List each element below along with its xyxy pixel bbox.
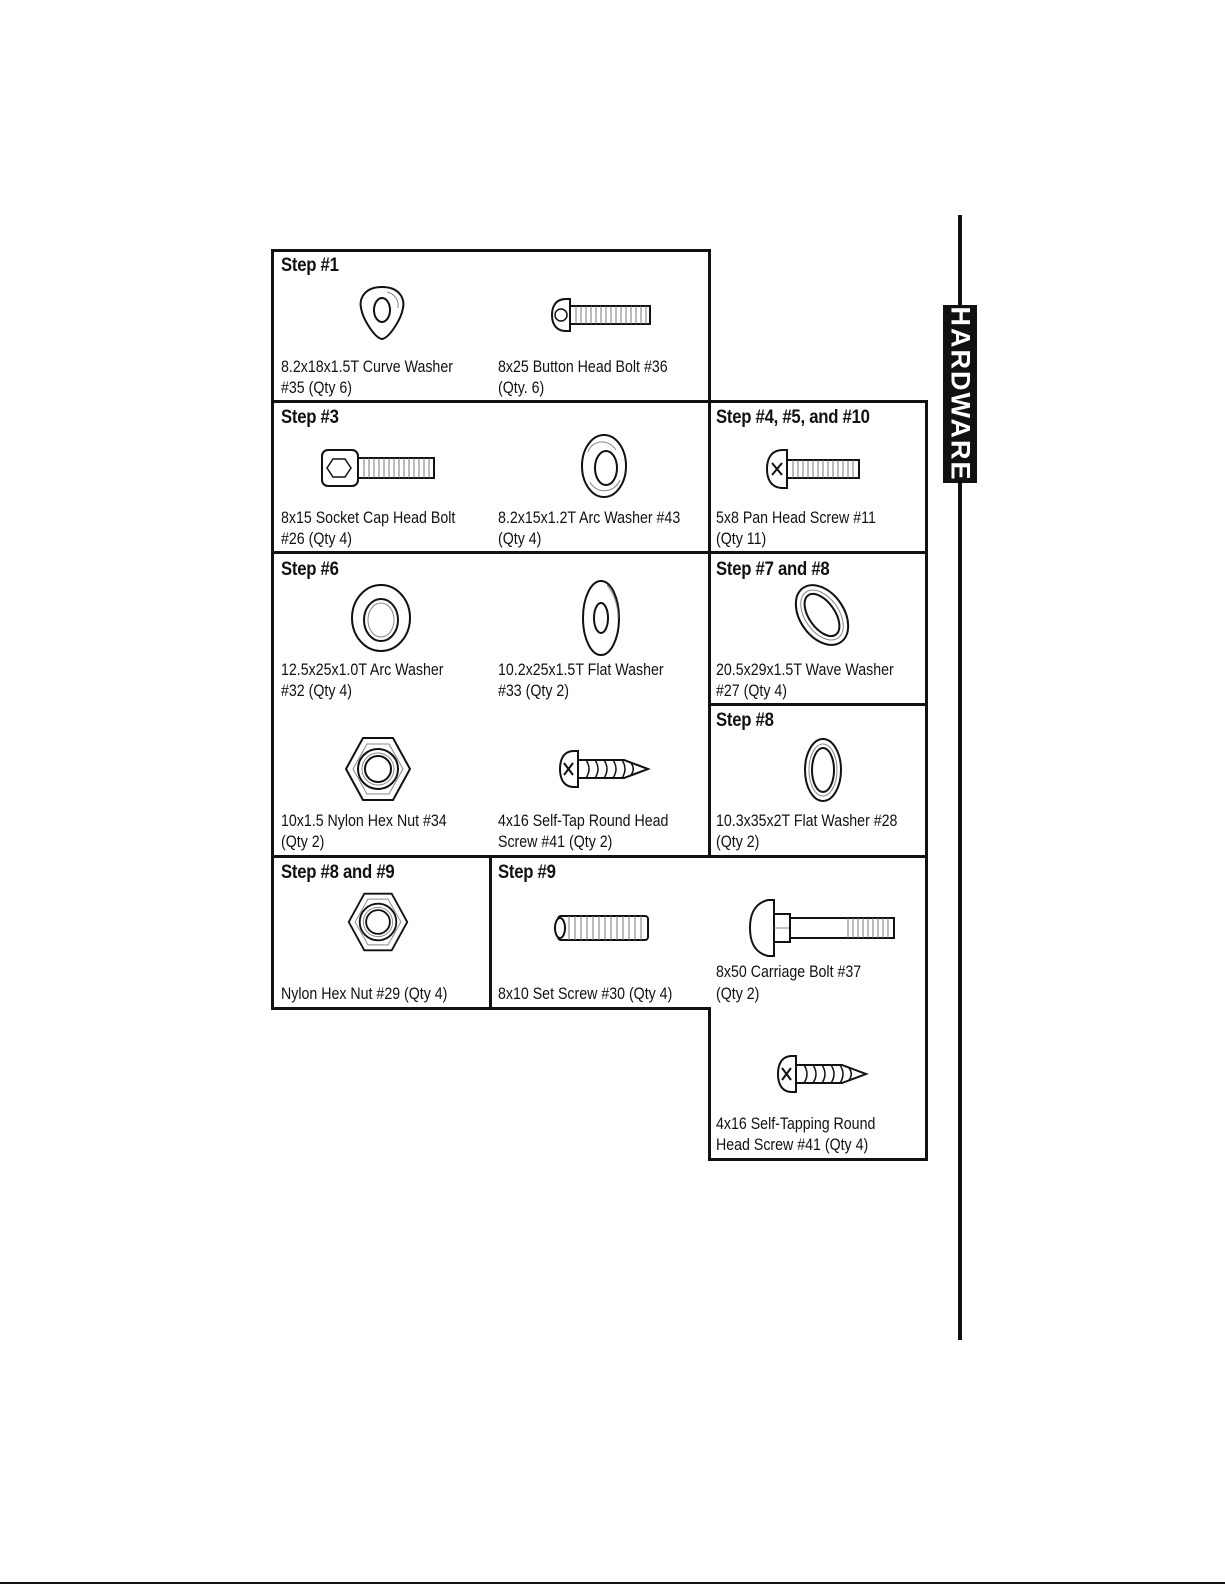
item-caption-line: (Qty. 6) — [498, 379, 545, 397]
grid-line — [271, 249, 274, 1010]
item-caption-line: 10.2x25x1.5T Flat Washer — [498, 661, 664, 679]
nylon-hex-nut-icon — [343, 734, 413, 804]
nylon-hex-nut-icon — [346, 890, 410, 954]
step-4-5-10-heading: Step #4, #5, and #10 — [716, 407, 870, 428]
item-caption-line: #26 (Qty 4) — [281, 530, 352, 548]
self-tap-screw-icon — [558, 748, 654, 790]
item-caption-line: 12.5x25x1.0T Arc Washer — [281, 661, 444, 679]
carriage-bolt-icon — [748, 896, 898, 960]
self-tap-screw-icon — [776, 1053, 872, 1095]
item-caption-line: 10.3x35x2T Flat Washer #28 — [716, 812, 898, 830]
item-caption-line: Head Screw #41 (Qty 4) — [716, 1136, 869, 1154]
item-caption-line: #32 (Qty 4) — [281, 682, 352, 700]
step-8-9-heading: Step #8 and #9 — [281, 862, 395, 883]
item-caption-line: Screw #41 (Qty 2) — [498, 833, 613, 851]
grid-line — [271, 551, 928, 554]
curve-washer-icon — [357, 284, 407, 342]
item-caption-line: #27 (Qty 4) — [716, 682, 787, 700]
grid-line — [708, 249, 711, 858]
item-caption-line: 8x10 Set Screw #30 (Qty 4) — [498, 985, 673, 1003]
item-caption-line: (Qty 2) — [716, 833, 760, 851]
item-caption-line: 8x50 Carriage Bolt #37 — [716, 963, 862, 981]
item-caption-line: 8.2x18x1.5T Curve Washer — [281, 358, 453, 376]
item-caption-line: Nylon Hex Nut #29 (Qty 4) — [281, 985, 448, 1003]
grid-line — [271, 400, 928, 403]
flat-washer-icon — [802, 736, 844, 804]
step-6-heading: Step #6 — [281, 559, 339, 580]
item-caption-line: 4x16 Self-Tapping Round — [716, 1115, 876, 1133]
grid-line — [925, 400, 928, 1161]
item-caption-line: #35 (Qty 6) — [281, 379, 352, 397]
socket-cap-bolt-icon — [320, 446, 438, 490]
item-caption-line: (Qty 11) — [716, 530, 767, 548]
item-caption-line: 5x8 Pan Head Screw #11 — [716, 509, 876, 527]
step-1-heading: Step #1 — [281, 255, 339, 276]
wave-washer-icon — [788, 580, 856, 650]
item-caption-line: #33 (Qty 2) — [498, 682, 569, 700]
grid-line — [489, 855, 492, 1010]
item-caption-line: 4x16 Self-Tap Round Head — [498, 812, 669, 830]
item-caption-line: 8x25 Button Head Bolt #36 — [498, 358, 668, 376]
flat-washer-icon — [580, 578, 622, 658]
item-caption-line: 8.2x15x1.2T Arc Washer #43 — [498, 509, 681, 527]
grid-line — [708, 1007, 711, 1161]
grid-line — [271, 249, 710, 252]
step-7-8-heading: Step #7 and #8 — [716, 559, 830, 580]
arc-washer-icon — [349, 582, 415, 654]
item-caption-line: (Qty 2) — [716, 985, 760, 1003]
set-screw-icon — [552, 910, 652, 946]
step-8-heading: Step #8 — [716, 710, 774, 731]
button-head-bolt-icon — [550, 295, 655, 335]
item-caption-line: 8x15 Socket Cap Head Bolt — [281, 509, 456, 527]
item-caption-line: 10x1.5 Nylon Hex Nut #34 — [281, 812, 447, 830]
grid-line — [271, 855, 928, 858]
hardware-tab-label: HARDWARE — [945, 306, 976, 482]
grid-line — [708, 703, 928, 706]
pan-head-screw-icon — [765, 446, 863, 492]
grid-line — [708, 1158, 928, 1161]
step-9-heading: Step #9 — [498, 862, 556, 883]
item-caption-line: (Qty 4) — [498, 530, 542, 548]
page-bottom-rule — [0, 1582, 1225, 1584]
arc-washer-icon — [578, 432, 630, 500]
item-caption-line: (Qty 2) — [281, 833, 325, 851]
item-caption-line: 20.5x29x1.5T Wave Washer — [716, 661, 894, 679]
step-3-heading: Step #3 — [281, 407, 339, 428]
